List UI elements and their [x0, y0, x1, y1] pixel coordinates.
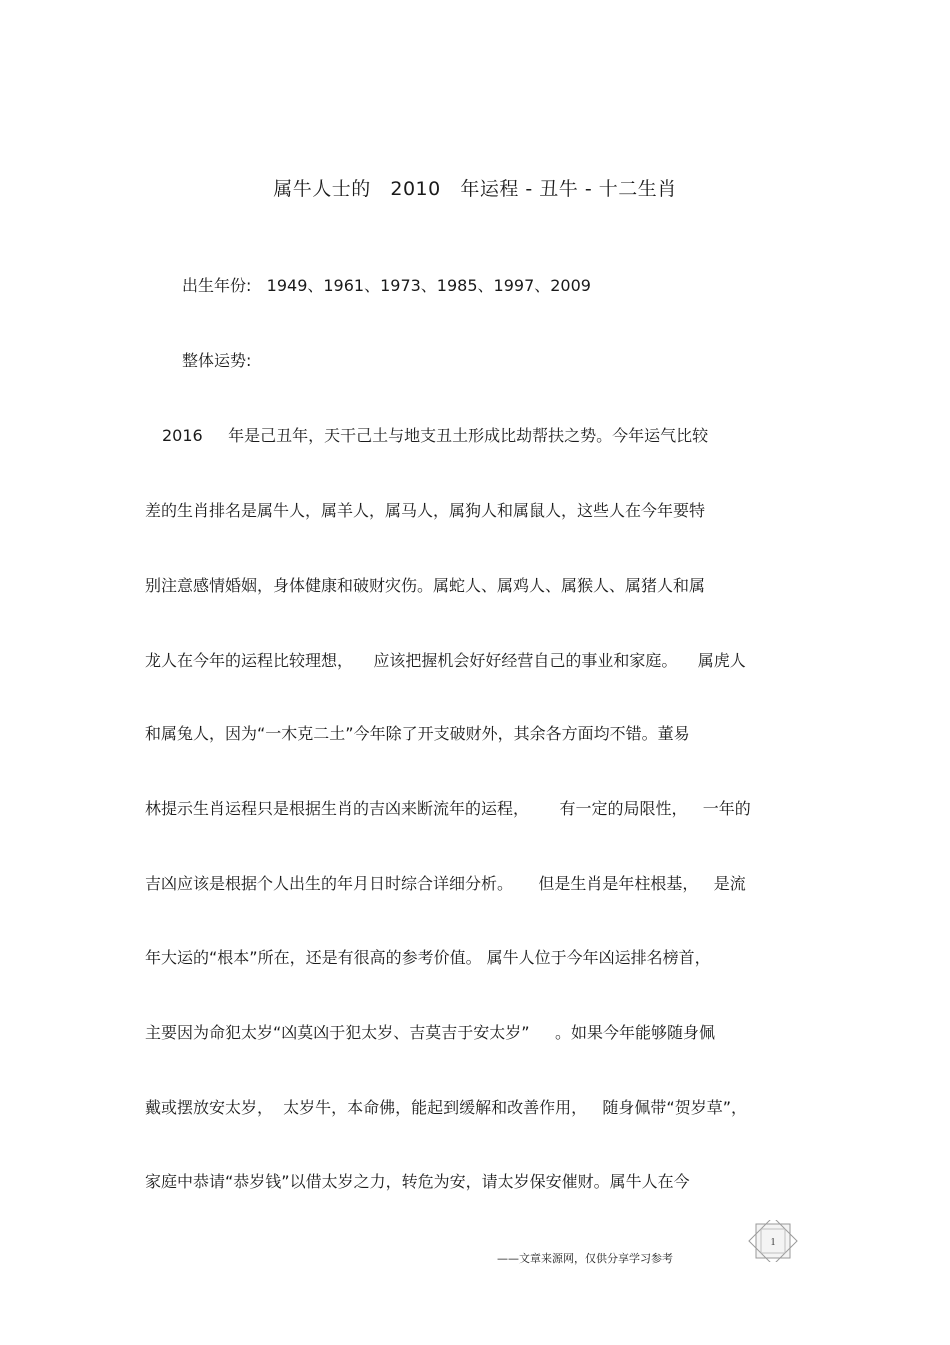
paragraph-line: 和属兔人，因为“一木克二土”今年除了开支破财外，其余各方面均不错。董易 — [145, 724, 690, 743]
birth-years-line: 出生年份: 1949、1961、1973、1985、1997、2009 — [182, 276, 591, 295]
source-note: ——文章来源网，仅供分享学习参考 — [497, 1252, 673, 1265]
paragraph-line: 年大运的“根本”所在，还是有很高的参考价值。 属牛人位于今年凶运排名榜首， — [145, 948, 711, 967]
paragraph-line: 戴或摆放安太岁， 太岁牛，本命佛，能起到缓解和改善作用， 随身佩带“贺岁草”， — [145, 1098, 748, 1117]
paragraph-line: 2016 年是己丑年，天干己土与地支丑土形成比劫帮扶之势。今年运气比较 — [162, 426, 709, 445]
paragraph-line: 主要因为命犯太岁“凶莫凶于犯太岁、吉莫吉于安太岁” 。如果今年能够随身佩 — [145, 1023, 716, 1042]
page-number: 1 — [770, 1237, 776, 1248]
paragraph-line: 林提示生肖运程只是根据生肖的吉凶来断流年的运程， 有一定的局限性， 一年的 — [145, 799, 751, 818]
paragraph-line: 家庭中恭请“恭岁钱”以借太岁之力，转危为安，请太岁保安催财。属牛人在今 — [145, 1172, 690, 1191]
page-title: 属牛人士的 2010 年运程 - 丑牛 - 十二生肖 — [273, 178, 677, 200]
page-number-badge — [748, 1220, 798, 1262]
paragraph-line: 差的生肖排名是属牛人，属羊人，属马人，属狗人和属鼠人，这些人在今年要特 — [145, 501, 706, 520]
overall-fortune-label: 整体运势: — [182, 351, 252, 370]
paragraph-line: 别注意感情婚姻，身体健康和破财灾伤。属蛇人、属鸡人、属猴人、属猪人和属 — [145, 576, 706, 595]
paragraph-line: 龙人在今年的运程比较理想， 应该把握机会好好经营自己的事业和家庭。 属虎人 — [145, 651, 746, 670]
paragraph-line: 吉凶应该是根据个人出生的年月日时综合详细分析。 但是生肖是年柱根基， 是流 — [145, 874, 746, 893]
octagram-page-badge-icon — [748, 1220, 798, 1262]
